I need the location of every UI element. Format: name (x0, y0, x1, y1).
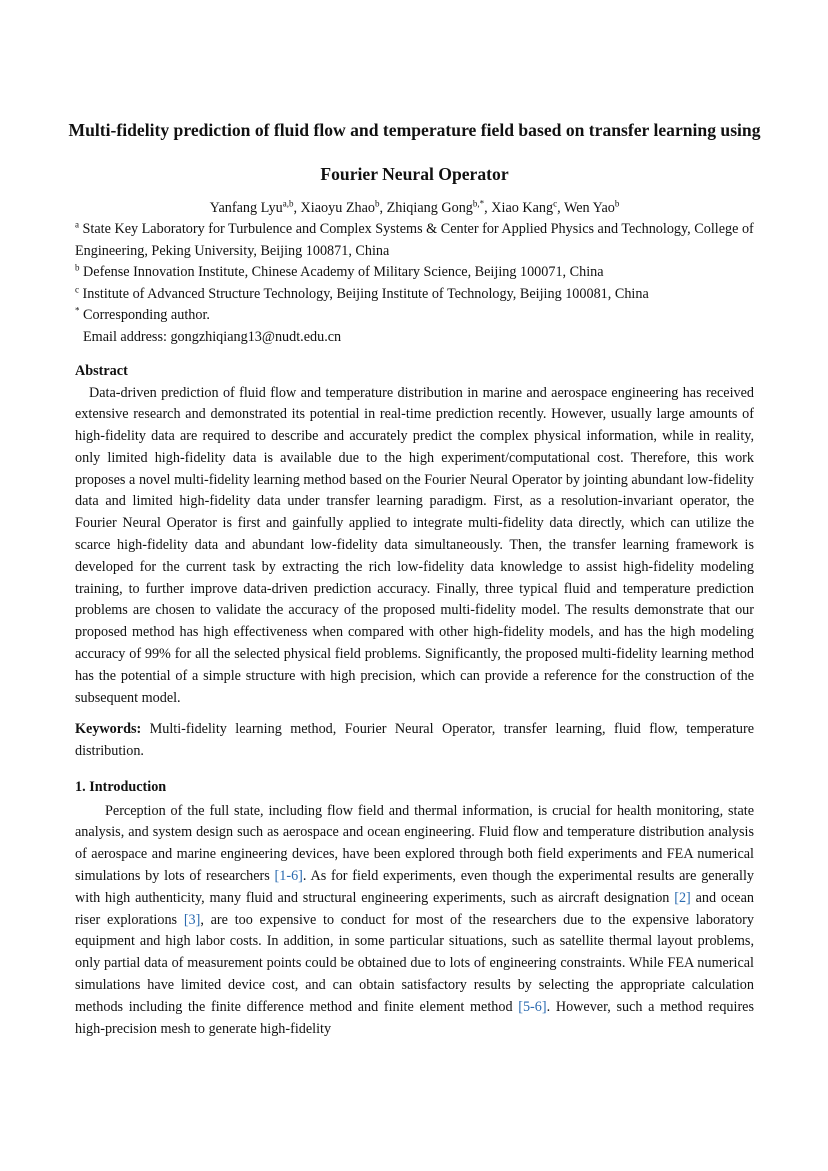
affiliation-a: $^a$ State Key Laboratory for Turbulence and Complex Systems & Center for Applied Physics and Technology, College of Engineering, Peking University, Beijing 100871, China (75, 219, 754, 259)
keywords (75, 719, 754, 763)
author-4: Xiao Kang$^c$, (491, 198, 564, 216)
introduction-text: Perception of the full state, including flow field and thermal information, is crucial for health monitoring, state analysis, and system design such as aerospace and ocean engineering. Fluid flow and temperature distribution analysis of aerospace and marine engineering devices, have been explored through both field experiments and FEA numerical simulations by lots of researchers [1-6]. As for field experiments, even though the experimental results are generally with high authenticity, many fluid and structural engineering experiments, such as aircraft designation [2] and ocean riser explorations [3], are too expensive to conduct for most of the researchers due to the expensive laboratory equipment and high labor costs. In addition, in some particular situations, such as satellite thermal layout problems, only partial data of measurement points could be obtained due to lots of engineering constraints. While FEA numerical simulations have limited device cost, and can obtain satisfactory results by selecting the appropriate calculation methods including the finite difference method and finite element method [5-6]. However, such a method requires high-precision mesh to generate high-fidelity (75, 802, 754, 1037)
author-2: Xiaoyu Zhao$^b$, (300, 198, 387, 216)
page-content (68, 108, 761, 1040)
affiliation-b: $^b$ Defense Innovation Institute, Chinese Academy of Military Science, Beijing 100071, China (75, 262, 604, 280)
abstract-heading: Abstract (75, 363, 128, 379)
citation-link[interactable]: [2] (674, 889, 691, 906)
author-3: Zhiqiang Gong$^{b,*}$, (386, 198, 492, 216)
paper-title: Multi-fidelity prediction of fluid flow and temperature field based on transfer learning using Fourier Neural Operator (68, 120, 761, 184)
email-address: Email address: gongzhiqiang13@nudt.edu.cn (83, 328, 342, 345)
keywords-text: Multi-fidelity learning method, Fourier Neural Operator, transfer learning, fluid flow, temperature distribution. (75, 721, 755, 760)
abstract-text: Data-driven prediction of fluid flow and temperature distribution in marine and aerospace engineering has received extensive research and demonstrated its potential in real-time prediction recently. However, usually large amounts of high-fidelity data are required to describe and accurately predict the complex physical information, while in reality, only limited high-fidelity data is available due to the high experiment/computational cost. Therefore, this work proposes a novel multi-fidelity learning method based on the Fourier Neural Operator by jointing abundant low-fidelity data and limited high-fidelity data under transfer learning paradigm. First, as a resolution-invariant operator, the Fourier Neural Operator is first and gainfully applied to integrate multi-fidelity data directly, which can utilize the scarce high-fidelity data and abundant low-fidelity data simultaneously. Then, the transfer learning framework is developed for the current task by extracting the rich low-fidelity data knowledge to assist high-fidelity modeling training, to further improve data-driven prediction accuracy. Finally, three typical fluid and temperature prediction problems are chosen to validate the accuracy of the proposed multi-fidelity model. The results demonstrate that our proposed method has high effectiveness when compared with other high-fidelity models, and has the high modeling accuracy of 99% for all the selected physical field problems. Significantly, the proposed multi-fidelity learning method has the potential of a simple structure with high precision, which can provide a reference for the construction of the subsequent model. (75, 384, 754, 706)
citation-link[interactable]: [5-6] (518, 998, 547, 1015)
corresponding-author-note: * Corresponding author. (75, 305, 210, 323)
author-1: Yanfang Lyu$^{a,b}$, (209, 198, 301, 216)
introduction-heading: 1. Introduction (75, 779, 167, 796)
citation-link[interactable]: [3] (183, 911, 201, 928)
citation-link[interactable]: [1-6] (274, 867, 303, 884)
author-list (75, 197, 754, 219)
keywords-label: Keywords: (75, 721, 142, 738)
author-5: Wen Yao$^b$ (563, 198, 620, 216)
affiliation-c: $^c$ Institute of Advanced Structure Technology, Beijing Institute of Technology, Beijing 100081, China (75, 283, 649, 302)
